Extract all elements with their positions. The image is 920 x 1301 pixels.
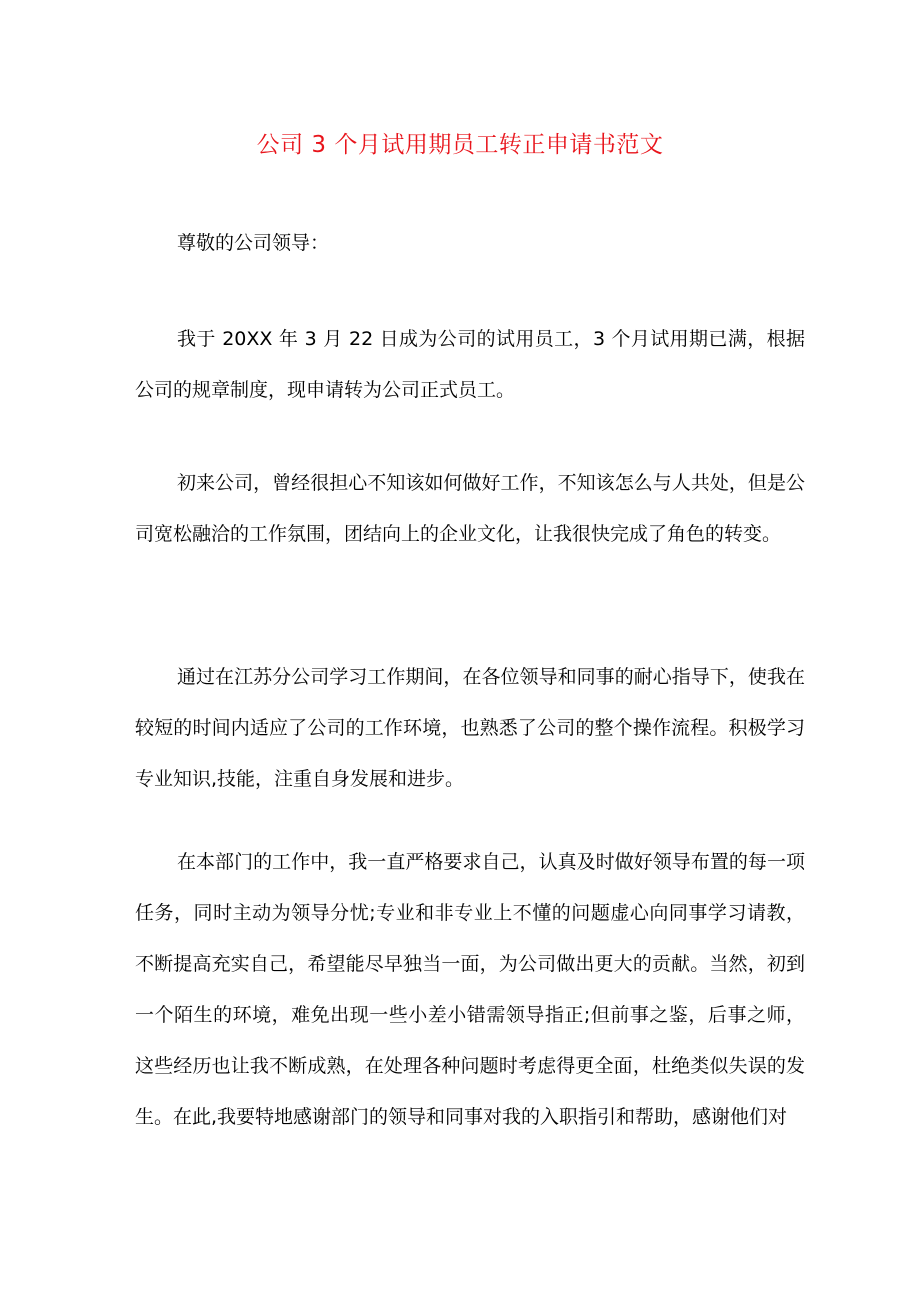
paragraph-department-work: 在本部门的工作中，我一直严格要求自己，认真及时做好领导布置的每一项任务，同时主动为领导分忧;专业和非专业上不懂的问题虚心向同事学习请教，不断提高充实自己，希望能尽早独当一面，为公司做出更大的贡献。当然，初到一个陌生的环境，难免出现一些小差小错需领导指正;但前事之鉴，后事之师，这些经历也让我不断成熟，在处理各种问题时考虑得更全面，杜绝类似失误的发生。在此,我要特地感谢部门的领导和同事对我的入职指引和帮助，感谢他们对	[135, 851, 805, 1128]
paragraph-learning-period: 通过在江苏分公司学习工作期间，在各位领导和同事的耐心指导下，使我在较短的时间内适应了公司的工作环境，也熟悉了公司的整个操作流程。积极学习专业知识,技能，注重自身发展和进步。	[135, 666, 805, 790]
paragraph-probation-request: 我于 20XX 年 3 月 22 日成为公司的试用员工，3 个月试用期已满，根据公司的规章制度，现申请转为公司正式员工。	[135, 328, 805, 401]
salutation: 尊敬的公司领导：	[177, 232, 330, 254]
paragraph-first-impressions: 初来公司，曾经很担心不知该如何做好工作，不知该怎么与人共处，但是公司宽松融洽的工作氛围，团结向上的企业文化，让我很快完成了角色的转变。	[135, 472, 805, 545]
document-title: 公司 3 个月试用期员工转正申请书范文	[256, 132, 664, 158]
